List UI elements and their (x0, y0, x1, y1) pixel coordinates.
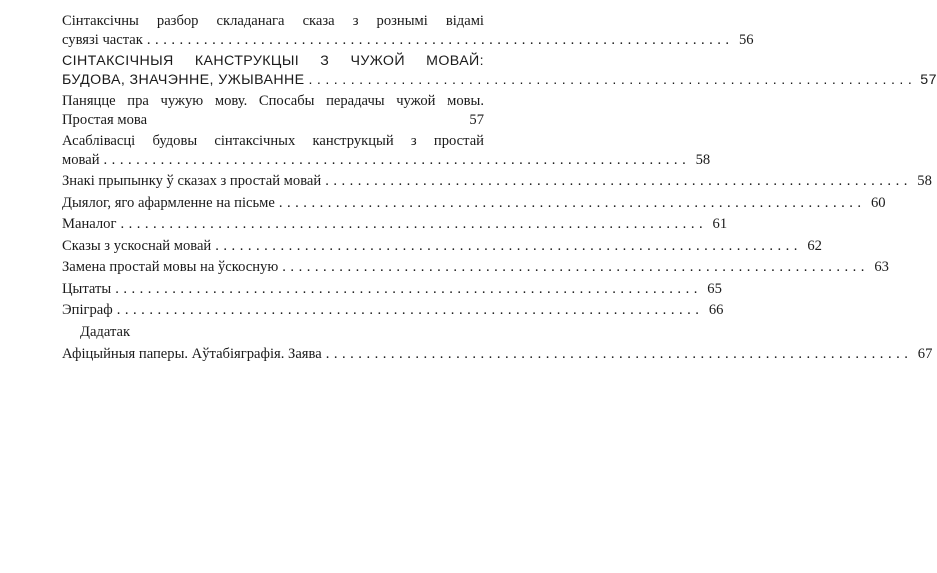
toc-entry-lastline (62, 194, 886, 213)
dot-leader: ........................................................................ (120, 216, 708, 232)
dot-leader: ........................................................................ (325, 346, 913, 362)
toc-entry-text: Маналог (62, 216, 117, 232)
toc-section-heading (62, 52, 937, 89)
toc-entry (62, 172, 932, 191)
dot-leader: ........................................................................ (115, 280, 702, 297)
toc-entry-text: Знакі прыпынку ў сказах з простай мовай (62, 173, 322, 189)
toc-entry-text: Дыялог, яго афармленне на пісьме (62, 194, 275, 211)
toc-entry-line: Сінтаксічны разбор складанага сказа з рознымі відамі (62, 13, 484, 29)
toc-entry (62, 280, 722, 299)
toc-entry-text: сувязі частак (62, 31, 143, 48)
appendix-heading: Дадатак (80, 323, 131, 340)
toc-entry-lastline (62, 301, 724, 320)
dot-leader: ........................................................................ (278, 194, 866, 211)
page-number: 57 (920, 71, 937, 88)
toc-entry-text: БУДОВА, ЗНАЧЭННЕ, УЖЫВАННЕ (62, 71, 305, 88)
toc-entry (62, 345, 933, 364)
toc-entry-lastline (62, 71, 937, 90)
toc-entry-lastline (62, 215, 728, 234)
dot-leader: ........................................................................ (103, 151, 691, 168)
page-number: 58 (695, 151, 711, 168)
toc-entry (62, 132, 711, 169)
toc-entry-text: Сказы з ускоснай мовай (62, 237, 212, 254)
page-number: 66 (708, 302, 724, 318)
toc-entry-text: Цытаты (62, 280, 112, 297)
toc-entry-text: Простая мова (62, 111, 148, 128)
toc-entry (62, 215, 728, 234)
toc-entry-text: Эпіграф (62, 302, 113, 318)
toc-entry-lastline (62, 172, 932, 191)
page-number: 67 (917, 346, 933, 362)
toc-entry-line: Паняцце пра чужую мову. Спосабы перадачы чужой мовы. (62, 93, 484, 109)
page-number: 57 (469, 111, 484, 128)
toc-entry-text: Замена простай мовы на ўскосную (62, 259, 279, 275)
toc-entry (62, 12, 754, 49)
toc-entry-lastline (62, 280, 722, 299)
toc-entry (62, 237, 822, 256)
page-number: 62 (807, 237, 822, 254)
toc-entry (62, 92, 484, 129)
toc-entry (62, 258, 889, 277)
dot-leader: ........................................................................ (282, 259, 869, 275)
toc-entry-text: мовай (62, 151, 100, 168)
toc-entry-lastline (62, 111, 484, 130)
toc-entry-line: Асаблівасці будовы сінтаксічных канструкцый з простай (62, 133, 484, 149)
toc-entry-lastline (62, 237, 822, 256)
table-of-contents (62, 12, 937, 364)
toc-entry-line: СІНТАКСІЧНЫЯ КАНСТРУКЦЫІ З ЧУЖОЙ МОВАЙ: (62, 53, 484, 69)
dot-leader: ........................................................................ (146, 31, 734, 48)
dot-leader: ........................................................................ (116, 302, 704, 318)
dot-leader: ........................................................................ (215, 237, 802, 254)
toc-entry (62, 301, 724, 320)
page-number: 65 (707, 280, 722, 297)
dot-leader: ........................................................................ (308, 71, 917, 88)
toc-entry-lastline (62, 345, 933, 364)
dot-leader: ........................................................................ (325, 173, 912, 189)
page-number: 58 (917, 173, 932, 189)
toc-entry-lastline (62, 31, 754, 50)
page-number: 61 (712, 216, 728, 232)
page-number: 56 (738, 31, 754, 48)
toc-entry (62, 194, 886, 213)
page-number: 63 (874, 259, 889, 275)
toc-entry-lastline (62, 151, 711, 170)
toc-entry-text: Афіцыйныя паперы. Аўтабіяграфія. Заява (62, 346, 322, 362)
toc-entry-lastline (62, 258, 889, 277)
page-number: 60 (870, 194, 886, 211)
